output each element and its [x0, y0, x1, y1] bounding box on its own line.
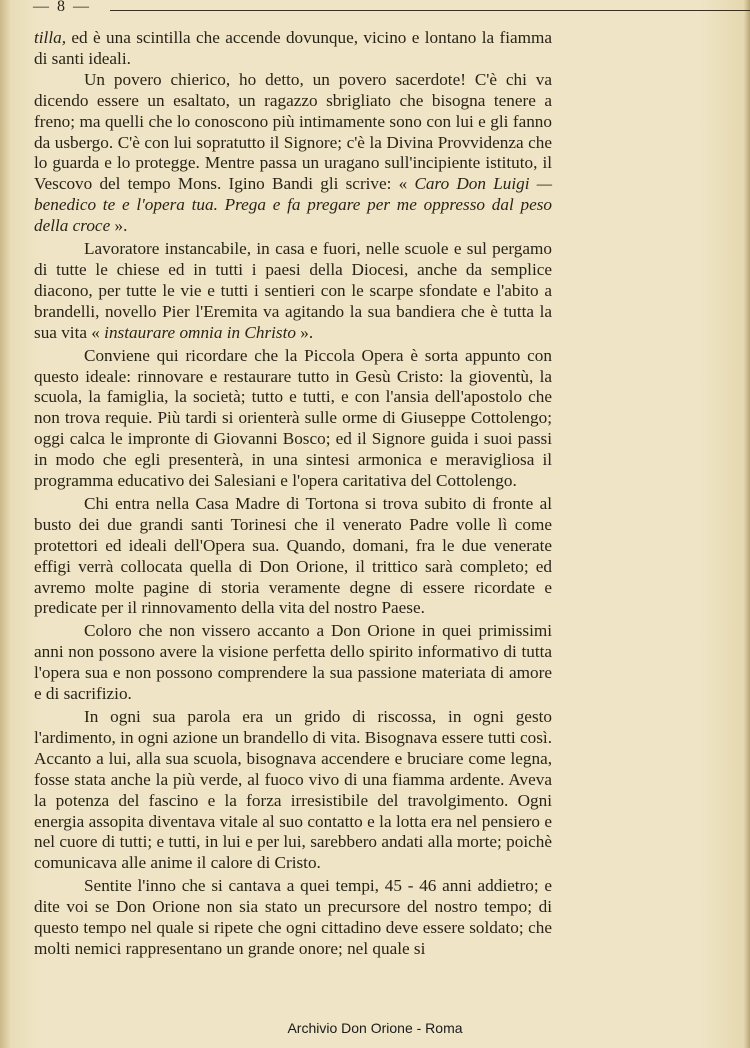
paragraph — [34, 621, 552, 705]
text-run: In ogni sua parola era un grido di riscossa, in ogni gesto l'ardimento, in ogni azione un brandello di vita. Bisognava essere tutti così. Accanto a lui, alla sua scuola, bisognava accendere e bruciare come legna, fosse stata anche la più verde, al fuoco vivo di una fiamma ardente. Aveva la potenza del fascino e la forza irresistibile del travolgimento. Ogni energia assopita diventava vitale al suo contatto e la lotta era nel pensiero e nel cuore di tutti; e tutti, in lui e per lui, sarebbero andati alla morte; poichè comunicava alle anime il calore di Cristo. — [34, 707, 552, 873]
text-run: ed è una scintilla che accende dovunque, vicino e lontano la fiamma di santi ideali. — [34, 28, 552, 68]
latin-motto: instaurare omnia in Christo — [104, 322, 296, 342]
text-run: Coloro che non vissero accanto a Don Orione in quei primissimi anni non possono avere la visione perfetta dello spirito informativo di tutta l'opera sua e non possono comprendere la sua passione materiata di amore e di sacrifizio. — [34, 621, 552, 704]
page-right-edge — [744, 0, 750, 1048]
page-number: — 8 — — [33, 0, 91, 15]
header-rule — [110, 10, 750, 11]
text-run: Conviene qui ricordare che la Piccola Opera è sorta appunto con questo ideale: rinnovare e restaurare tutto in Gesù Cristo: la gioventù, la scuola, la famiglia, la società; tutto e tutti, e con l'ansia dell'apostolo che non trova requie. Più tardi si orienterà sulle orme di Giuseppe Cottolengo; oggi calca le impronte di Giovanni Bosco; ed il Signore guida i suoi passi in modo che egli presenterà, in una sintesi armonica e meravigliosa il programma educativo dei Salesiani e l'opera caritativa del Cottolengo. — [34, 345, 552, 491]
text-run: Chi entra nella Casa Madre di Tortona si trova subito di fronte al busto dei due grandi santi Torinesi che il venerato Padre volle lì come protettori ed ideali dell'Opera sua. Quando, domani, fra le due venerate effigi verrà collocata quella di Don Orione, il trittico sarà completo; ed avremo molte pagine di storia veramente degne di essere ricordate e predicate per il rinnovamento della vita del nostro Paese. — [34, 493, 552, 618]
text-run: Lavoratore instancabile, in casa e fuori, nelle scuole e sul pergamo di tutte le chiese ed in tutti i paesi della Diocesi, anche da semplice diacono, per tutte le vie e tutti i sentieri con le scarpe sfondate e l'abito a brandelli, novello Pier l'Eremita va agitando la sua bandiera che è tutta la sua vita « — [34, 239, 552, 342]
text-run: Un povero chierico, ho detto, un povero sacerdote! C'è chi va dicendo essere un esaltato, un ragazzo sbrigliato che bisogna tenere a freno; ma quelli che lo conoscono più intimamente sono con lui e gli fanno da usbergo. C'è con lui sopratutto il Signore; c'è la Divina Provvidenza che lo guarda e lo protegge. Mentre passa un uragano sull'incipiente istituto, il Vescovo del tempo Mons. Igino Bandi gli scrive: « — [34, 69, 552, 194]
paragraph — [34, 494, 552, 619]
paragraph-continuation — [34, 28, 552, 70]
text-run: ». — [110, 216, 128, 236]
text-run: tilla, — [34, 28, 66, 47]
paragraph — [34, 346, 552, 492]
text-run: Sentite l'inno che si cantava a quei tempi, 45 - 46 anni addietro; e dite voi se Don Orione non sia stato un precursore del nostro tempo; di questo tempo nel quale si ripete che ogni cittadino deve essere soldato; che molti nemici rappresentano un grande onore; nel quale si — [34, 876, 552, 958]
paragraph — [34, 239, 552, 344]
paragraph — [34, 707, 552, 874]
body-text — [34, 28, 552, 960]
page-left-edge — [0, 0, 10, 1048]
paragraph — [34, 70, 552, 237]
paragraph — [34, 876, 552, 960]
text-run: ». — [295, 322, 314, 342]
quoted-letter: Caro Don Luigi — benedico te e l'opera tua. Prega e fa pregare per me oppresso dal peso della croce — [34, 174, 552, 236]
archive-footer: Archivio Don Orione - Roma — [287, 1020, 463, 1036]
